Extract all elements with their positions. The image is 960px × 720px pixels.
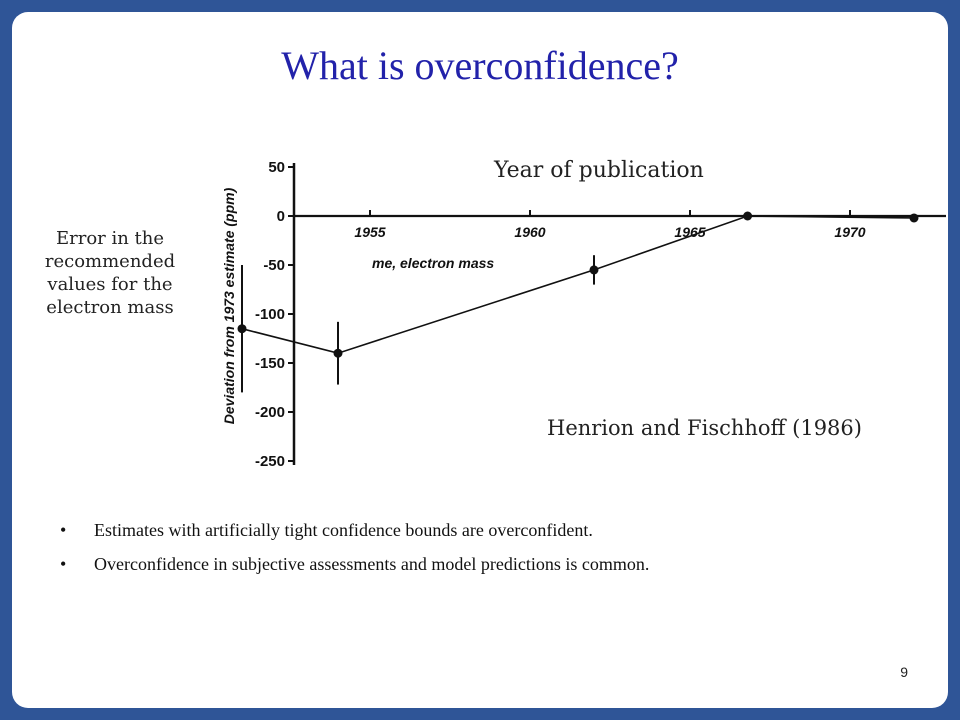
citation: Henrion and Fischhoff (1986)	[547, 416, 862, 440]
y-tick-label: -150	[254, 355, 285, 372]
y-tick-label: -200	[254, 404, 285, 421]
y-tick-label: -250	[254, 453, 285, 470]
x-tick-label: 1960	[514, 224, 546, 240]
series-annotation: me, electron mass	[372, 255, 495, 271]
y-tick-label: -50	[263, 257, 285, 274]
y-axis-description: Error in the recommended values for the electron mass	[44, 228, 176, 318]
data-point	[743, 212, 752, 221]
x-tick-label: 1965	[674, 224, 706, 240]
y-tick-label: 0	[276, 208, 285, 225]
slide-title: What is overconfidence?	[281, 43, 679, 88]
x-tick-label: 1970	[834, 224, 866, 240]
data-point	[590, 265, 599, 274]
data-point	[238, 324, 247, 333]
x-axis-description: Year of publication	[494, 158, 704, 183]
y-tick-label: -100	[254, 306, 285, 323]
data-point	[334, 349, 343, 358]
page-number: 9	[900, 664, 908, 680]
data-point	[910, 213, 919, 222]
bullet-item: • Overconfidence in subjective assessments and model predictions is common.	[60, 554, 649, 575]
x-tick-label: 1955	[354, 224, 386, 240]
bullet-item: • Estimates with artificially tight confidence bounds are overconfident.	[60, 520, 649, 541]
series-line	[242, 216, 914, 353]
y-tick-label: 50	[268, 159, 285, 176]
y-axis-label: Deviation from 1973 estimate (ppm)	[221, 187, 237, 425]
